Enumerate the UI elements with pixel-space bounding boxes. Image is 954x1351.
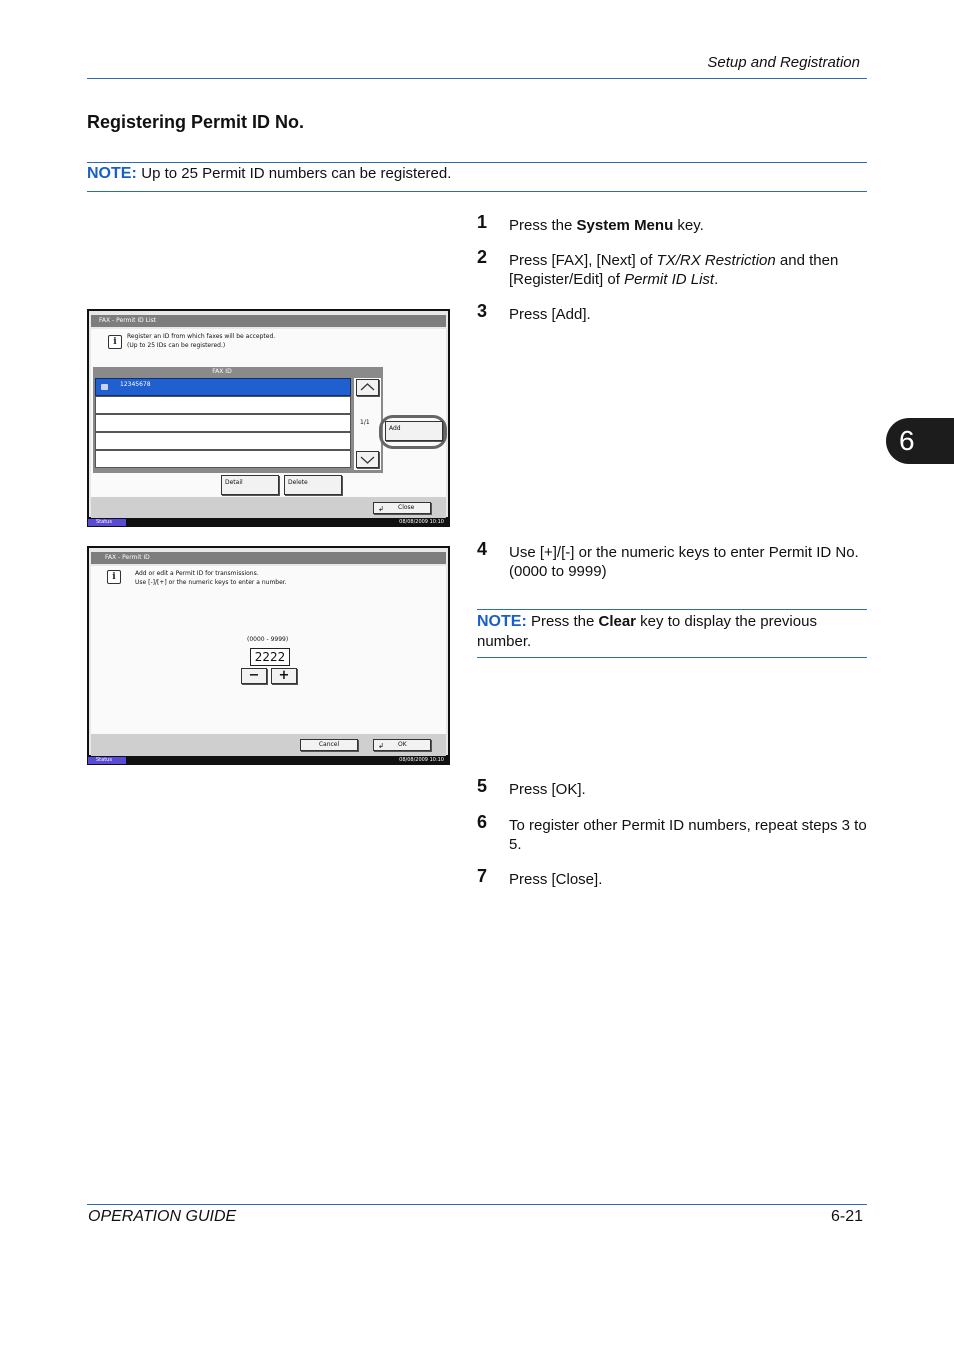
step-text — [509, 216, 869, 235]
step-number: 4 — [477, 539, 488, 559]
close-label: Close — [398, 504, 415, 511]
note-label: NOTE: — [477, 613, 527, 630]
plus-button[interactable]: + — [271, 668, 297, 684]
running-header: Setup and Registration — [707, 54, 860, 71]
screenshot-permit-id-entry — [87, 546, 450, 765]
status-button[interactable]: Status — [88, 519, 126, 526]
step-text — [509, 780, 869, 799]
fax-id-value: 12345678 — [120, 381, 151, 388]
note-rule-top — [87, 162, 867, 163]
range-label: (0000 - 9999) — [247, 636, 289, 643]
step-number: 2 — [477, 247, 488, 267]
step-text-run: Use [+]/[-] or the numeric keys to enter Permit ID No. (0000 to 9999) — [509, 544, 859, 580]
bottom-strip — [91, 734, 446, 756]
step-text-run: TX/RX Restriction — [656, 252, 776, 269]
step-text — [509, 305, 869, 324]
screenshot-permit-id-list — [87, 309, 450, 527]
step-text — [509, 816, 869, 854]
step-number: 3 — [477, 301, 488, 321]
ok-button[interactable] — [373, 739, 431, 751]
step-text — [509, 543, 869, 581]
screen-title: FAX - Permit ID List — [91, 315, 446, 327]
list-row[interactable] — [95, 396, 351, 414]
note4-rule-bottom — [477, 657, 867, 658]
step-number: 1 — [477, 212, 488, 232]
close-button[interactable] — [373, 502, 431, 514]
return-icon: ↲ — [378, 505, 384, 513]
scroll-down-button[interactable] — [356, 451, 379, 468]
scroll-up-button[interactable] — [356, 379, 379, 396]
page-indicator: 1/1 — [360, 419, 370, 426]
step-text-run: Press [Add]. — [509, 306, 591, 323]
note-top — [87, 165, 451, 183]
step-text-run: Press the — [509, 217, 577, 234]
step-text-run: To register other Permit ID numbers, repeat steps 3 to 5. — [509, 817, 867, 853]
step-text-run: Press [OK]. — [509, 781, 586, 798]
screen-panel — [89, 311, 448, 517]
message-line-1: Register an ID from which faxes will be accepted. — [127, 333, 276, 340]
step-text-run: System Menu — [576, 217, 674, 234]
step-text — [509, 251, 869, 289]
step-text-run: Press [FAX], [Next] of — [509, 252, 657, 269]
fax-id-list — [93, 367, 383, 473]
chapter-tab: 6 — [886, 418, 954, 464]
step-number: 7 — [477, 866, 488, 886]
info-icon: i — [107, 570, 121, 584]
step-text-run: . — [714, 271, 719, 288]
note4-rule-top — [477, 609, 867, 610]
list-row[interactable] — [95, 432, 351, 450]
chevron-down-icon — [357, 452, 378, 467]
note-pre: Press the — [530, 613, 599, 630]
screen-message — [127, 333, 275, 350]
note-text: Up to 25 Permit ID numbers can be registered. — [141, 165, 452, 182]
screen-message — [135, 570, 287, 587]
step-text-run: and then [Register/Edit] of — [509, 252, 839, 288]
scroll-column — [354, 378, 381, 470]
note-post: key to display the previous number. — [477, 613, 817, 650]
note-label: NOTE: — [87, 165, 137, 182]
status-bar — [87, 518, 450, 527]
note-key: Clear — [598, 613, 637, 630]
list-row[interactable] — [95, 450, 351, 468]
ok-label: OK — [398, 741, 407, 748]
fax-icon — [101, 384, 108, 390]
chevron-up-icon — [357, 380, 378, 395]
message-line-2: (Up to 25 IDs can be registered.) — [127, 341, 226, 349]
return-icon: ↲ — [378, 742, 384, 750]
step-text-run: key. — [673, 217, 704, 234]
bottom-strip — [91, 497, 446, 519]
cancel-button[interactable]: Cancel — [300, 739, 358, 751]
header-rule — [87, 78, 867, 79]
date-time: 08/08/2009 10:10 — [399, 757, 444, 763]
screen-title: FAX - Permit ID — [91, 552, 446, 564]
status-button[interactable]: Status — [88, 757, 126, 764]
screen-panel — [89, 548, 448, 755]
detail-button[interactable]: Detail — [221, 475, 279, 495]
screen-body — [91, 566, 446, 755]
footer-guide-title: OPERATION GUIDE — [88, 1208, 237, 1225]
add-button[interactable]: Add — [385, 421, 443, 441]
step-number: 6 — [477, 812, 488, 832]
message-line-2: Use [-]/[+] or the numeric keys to enter a number. — [135, 578, 287, 586]
date-time: 08/08/2009 10:10 — [399, 519, 444, 525]
status-bar — [87, 756, 450, 765]
page-title: Registering Permit ID No. — [87, 112, 305, 132]
step-number: 5 — [477, 776, 488, 796]
info-icon: i — [108, 335, 122, 349]
footer-rule — [87, 1204, 867, 1205]
list-row-selected[interactable] — [95, 378, 351, 396]
step-text-run: Permit ID List — [624, 271, 715, 288]
footer-page-number: 6-21 — [830, 1208, 863, 1225]
list-row[interactable] — [95, 414, 351, 432]
message-line-1: Add or edit a Permit ID for transmissions. — [135, 570, 259, 577]
delete-button[interactable]: Delete — [284, 475, 342, 495]
step-text — [509, 870, 869, 889]
screen-body — [91, 329, 446, 517]
step-text-run: Press [Close]. — [509, 871, 603, 888]
list-header: FAX ID — [212, 368, 232, 375]
permit-id-input[interactable]: 2222 — [250, 648, 290, 666]
note-step4 — [477, 612, 867, 652]
note-rule-bottom — [87, 191, 867, 192]
minus-button[interactable]: − — [241, 668, 267, 684]
